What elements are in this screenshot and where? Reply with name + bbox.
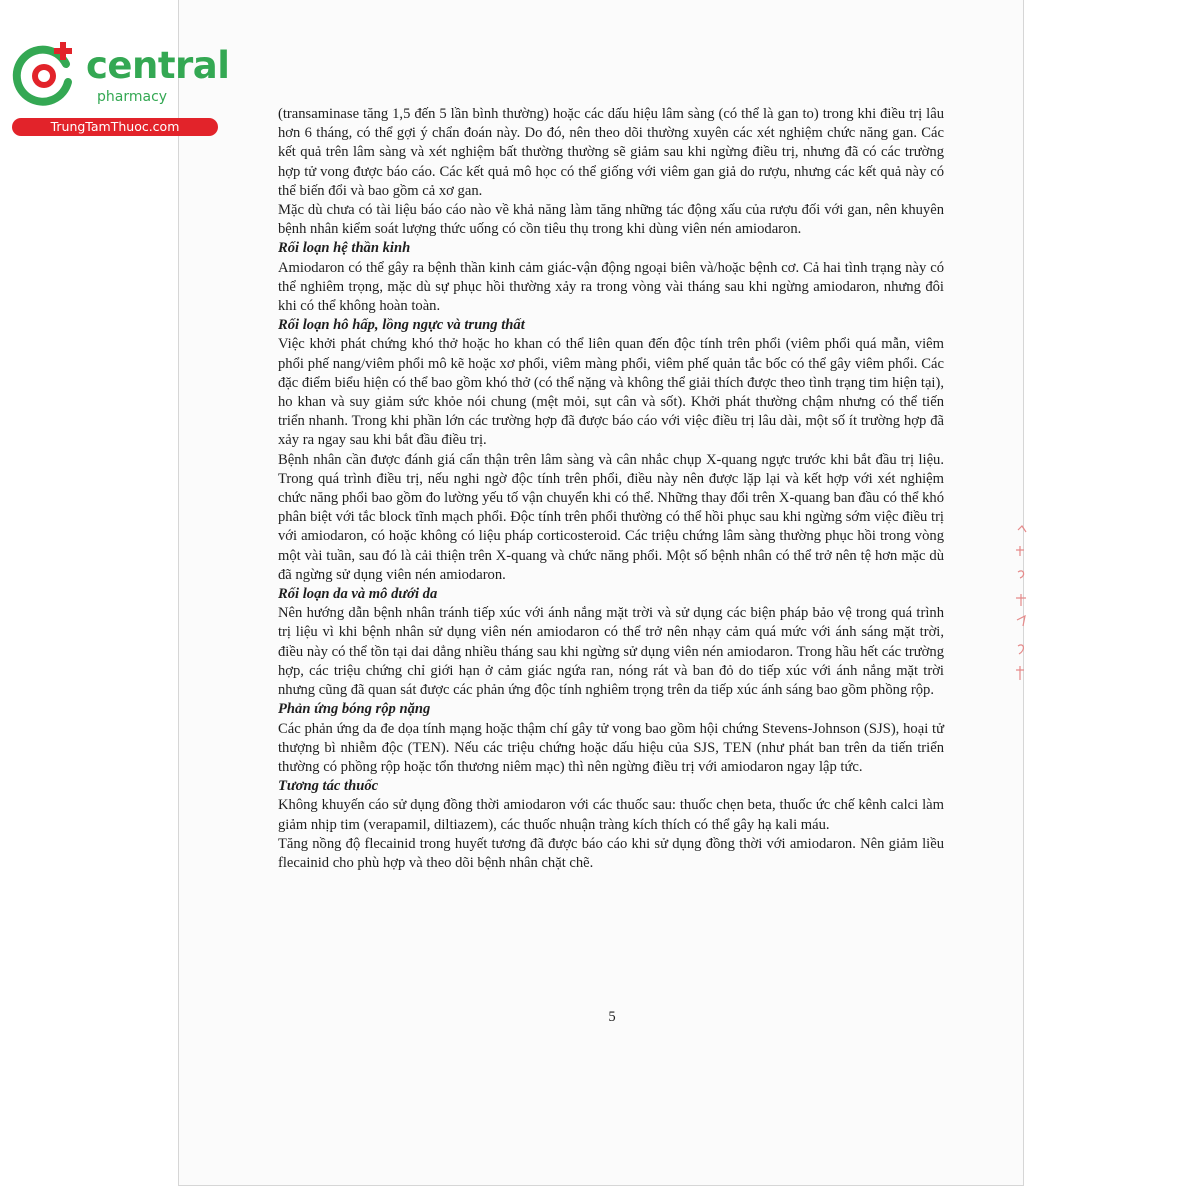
paragraph: (transaminase tăng 1,5 đến 5 lần bình thường) hoặc các dấu hiệu lâm sàng (có thể là gan to) trong khi điều trị lâu hơn 6 tháng, có thể gợi ý chẩn đoán này. Do đó, nên theo dõi thường xuyên các xét nghiệm chức năng gan. Các kết quả trên lâm sàng và xét nghiệm bất thường thường sẽ giảm sau khi ngừng điều trị, nhưng đã có các trường hợp tử vong được báo cáo. Các kết quả mô học có thể giống với viêm gan giả do rượu, nhưng các kết quả này có thể biến đổi và bao gồm cả xơ gan. — [278, 106, 944, 199]
section-heading: Phản ứng bóng rộp nặng — [278, 701, 431, 718]
paragraph: Bệnh nhân cần được đánh giá cẩn thận trên lâm sàng và cân nhắc chụp X-quang ngực trước khi bắt đầu trị liệu. Trong quá trình điều trị, nếu nghi ngờ độc tính trên phổi, điều này nên được lặp lại và kết hợp với xét nghiệm chức năng phổi bao gồm đo lường yếu tố vận chuyển khi có thể. Những thay đổi trên X-quang ban đầu có thể khó phân biệt với tắc block tĩnh mạch phổi. Độc tính trên phổi thường có thể hồi phục sau khi ngừng sớm việc điều trị với amiodaron, có hoặc không có liệu pháp corticosteroid. Các triệu chứng lâm sàng thường phục hồi trong vòng một vài tuần, sau đó là cải thiện trên X-quang và chức năng phổi. Một số bệnh nhân có thể trở nên tệ hơn mặc dù đã ngừng sử dụng viên nén amiodaron. — [278, 451, 944, 583]
page-number: 5 — [608, 1009, 616, 1025]
logo-url-badge: TrungTamThuoc.com — [12, 118, 218, 136]
pharmacy-c-cross-icon — [10, 38, 82, 110]
section-heading: Tương tác thuốc — [278, 778, 379, 795]
red-stamp-mark-icon — [1010, 520, 1040, 690]
logo-brand: central — [86, 44, 230, 87]
paragraph: Các phản ứng da đe dọa tính mạng hoặc thậm chí gây tử vong bao gồm hội chứng Stevens-Johnson (SJS), hoại tử thượng bì nhiễm độc (TEN). Nếu các triệu chứng hoặc dấu hiệu của SJS, TEN (như phát ban trên da tiến triển thường có phồng rộp hoặc tổn thương niêm mạc) thì nên ngừng điều trị với amiodaron ngay lập tức. — [278, 720, 944, 775]
paragraph: Không khuyến cáo sử dụng đồng thời amiodaron với các thuốc sau: thuốc chẹn beta, thuốc ức chế kênh calci làm giảm nhịp tim (verapamil, diltiazem), các thuốc nhuận tràng kích thích có thể gây hạ kali máu. — [278, 797, 944, 833]
paragraph: Việc khởi phát chứng khó thở hoặc ho khan có thể liên quan đến độc tính trên phổi (viêm phổi quá mẫn, viêm phổi phế nang/viêm phổi mô kẽ hoặc xơ phổi, viêm màng phổi, viêm phế quản tắc bốc có thể gây viêm phổi. Các đặc điểm biểu hiện có thể bao gồm khó thở (có thể nặng và không thể giải thích được theo tình trạng tim hiện tại), ho khan và suy giảm sức khỏe nói chung (mệt mỏi, sụt cân và sốt). Khởi phát thường chậm nhưng có thể tiến triển nhanh. Trong khi phần lớn các trường hợp đã được báo cáo với việc điều trị lâu dài, một số ít trường hợp đã xảy ra ngay sau khi bắt đầu điều trị. — [278, 336, 944, 449]
paragraph: Mặc dù chưa có tài liệu báo cáo nào về khả năng làm tăng những tác động xấu của rượu đối với gan, nên khuyên bệnh nhân kiểm soát lượng thức uống có cồn tiêu thụ trong khi dùng viên nén amiodaron. — [278, 202, 944, 238]
central-pharmacy-logo — [10, 38, 230, 138]
document-body — [278, 105, 944, 873]
section-heading: Rối loạn hệ thần kinh — [278, 240, 411, 257]
paragraph: Nên hướng dẫn bệnh nhân tránh tiếp xúc với ánh nắng mặt trời và sử dụng các biện pháp bảo vệ trong quá trình trị liệu vì khi bệnh nhân sử dụng viên nén amiodaron có thể trở nên nhạy cảm quá mức với ánh sáng mặt trời, điều này có thể tồn tại dai dẳng nhiều tháng sau khi ngừng sử dụng viên nén amiodaron. Trong hầu hết các trường hợp, các triệu chứng chỉ giới hạn ở cảm giác ngứa ran, nóng rát và ban đỏ do tiếp xúc với ánh nắng mặt trời nhưng cũng đã quan sát được các phản ứng độc tính nghiêm trọng trên da tiếp xúc ánh sáng bao gồm phồng rộp. — [278, 605, 944, 699]
section-heading: Rối loạn hô hấp, lồng ngực và trung thất — [278, 317, 525, 334]
section-heading: Rối loạn da và mô dưới da — [278, 586, 438, 603]
paragraph: Amiodaron có thể gây ra bệnh thần kinh cảm giác-vận động ngoại biên và/hoặc bệnh cơ. Cả hai tình trạng này có thể nghiêm trọng, mặc dù sự phục hồi thường xảy ra trong vòng vài tháng sau khi ngừng amiodaron, nhưng đôi khi có thể không hoàn toàn. — [278, 259, 944, 315]
paragraph: Tăng nồng độ flecainid trong huyết tương đã được báo cáo khi sử dụng đồng thời với amiodaron. Nên giảm liều flecainid cho phù hợp và theo dõi bệnh nhân chặt chẽ. — [278, 835, 944, 871]
logo-subtitle: pharmacy — [97, 89, 168, 105]
